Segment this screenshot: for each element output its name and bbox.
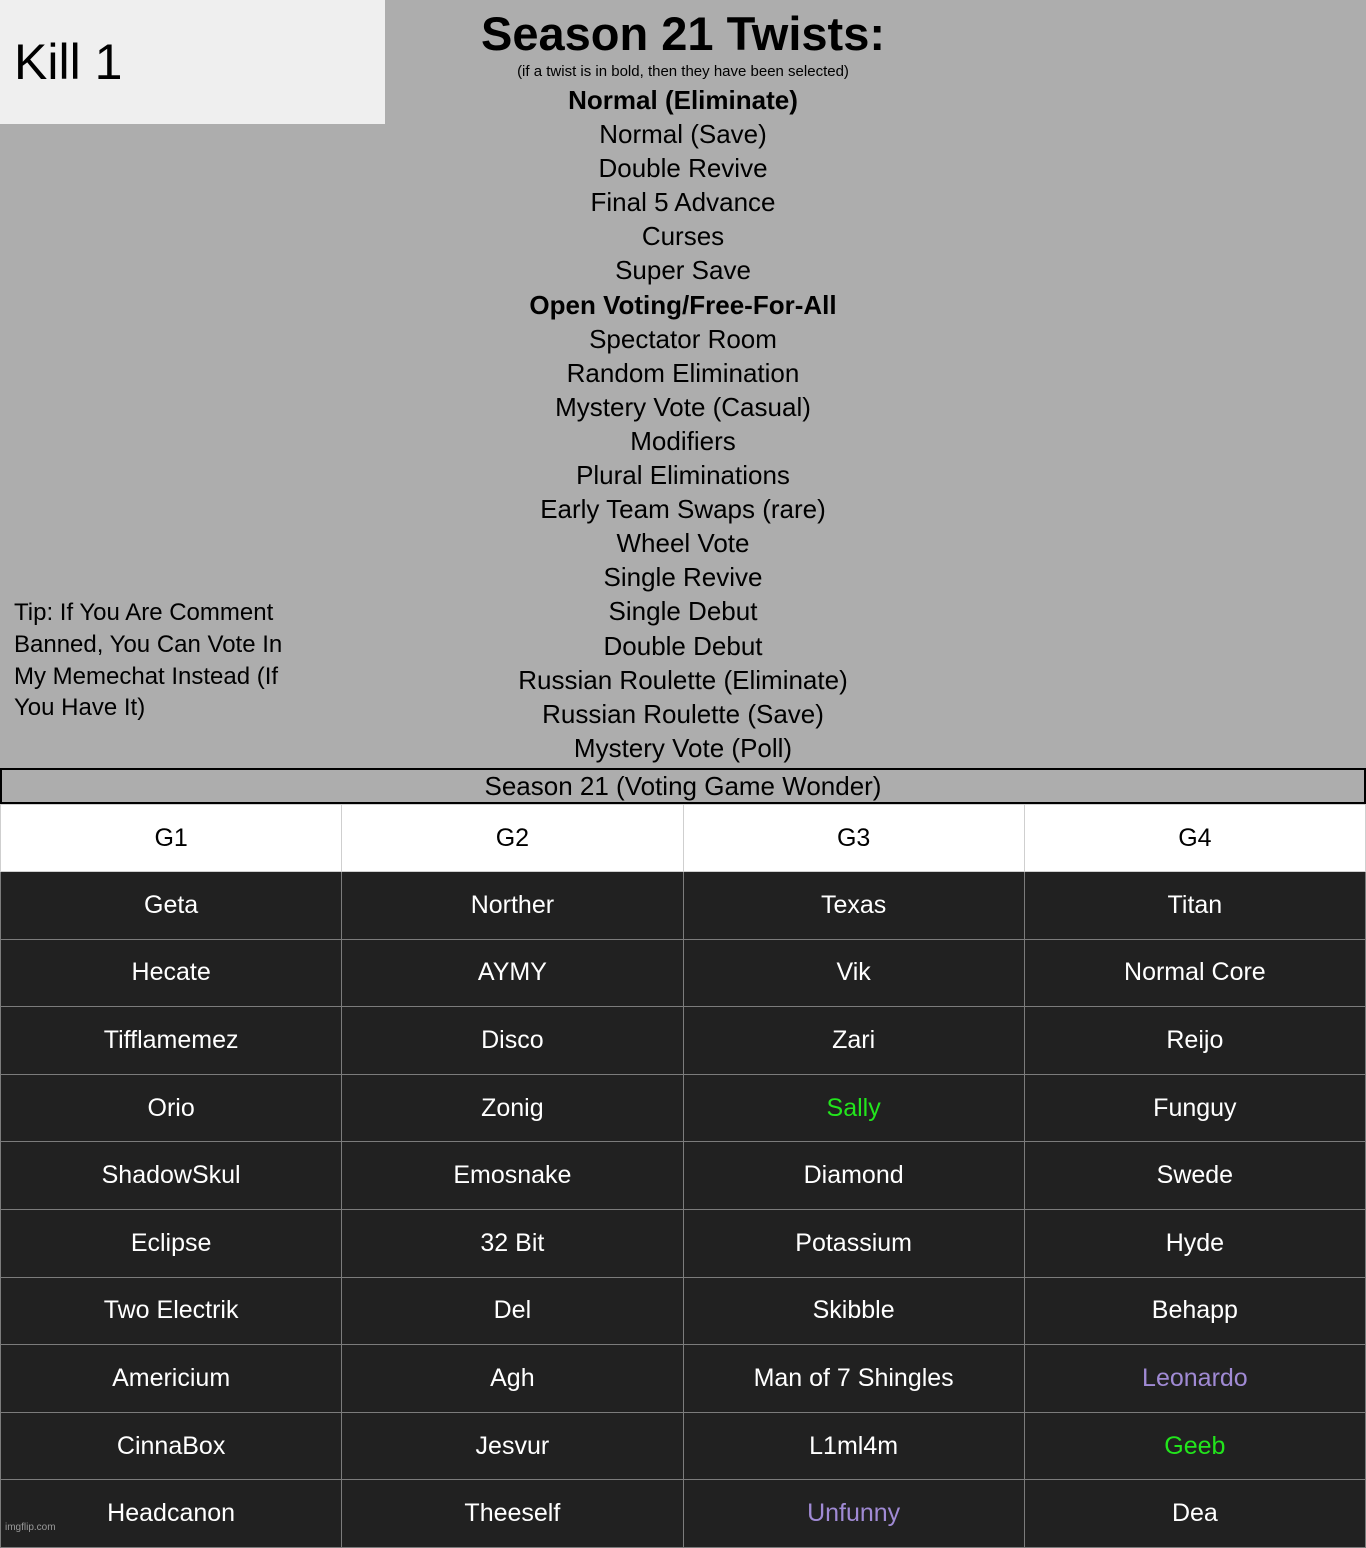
group-header: G1 <box>1 805 342 872</box>
contestant-cell: AYMY <box>342 939 683 1007</box>
groups-table <box>0 804 1366 1548</box>
contestant-cell: Norther <box>342 872 683 940</box>
twist-item: Single Debut <box>608 596 758 627</box>
contestant-cell: Geta <box>1 872 342 940</box>
contestant-cell: Orio <box>1 1074 342 1142</box>
contestant-cell: Hyde <box>1024 1209 1365 1277</box>
group-header: G4 <box>1024 805 1365 872</box>
contestant-cell: Funguy <box>1024 1074 1365 1142</box>
watermark: imgflip.com <box>5 1522 56 1533</box>
contestant-cell: Titan <box>1024 872 1365 940</box>
contestant-cell: Disco <box>342 1007 683 1075</box>
table-row <box>1 1074 1366 1142</box>
twist-item: Single Revive <box>603 562 763 593</box>
contestant-cell: Agh <box>342 1345 683 1413</box>
twist-item: Double Debut <box>603 630 763 661</box>
twists-title: Season 21 Twists: <box>481 7 885 60</box>
contestant-cell: Zari <box>683 1007 1024 1075</box>
contestant-cell: Skibble <box>683 1277 1024 1345</box>
contestant-cell: CinnaBox <box>1 1412 342 1480</box>
twist-item: Super Save <box>615 255 751 286</box>
twist-item: Spectator Room <box>589 323 777 354</box>
table-row <box>1 1412 1366 1480</box>
twist-item: Random Elimination <box>566 357 800 388</box>
contestant-cell: Tifflamemez <box>1 1007 342 1075</box>
contestant-cell: Eclipse <box>1 1209 342 1277</box>
tip-text: Tip: If You Are Comment Banned, You Can Vote In My Memechat Instead (If You Have It) <box>14 599 283 722</box>
twist-item: Plural Eliminations <box>576 460 790 491</box>
twist-item: Russian Roulette (Save) <box>542 698 824 729</box>
contestant-cell: Del <box>342 1277 683 1345</box>
twist-item: Early Team Swaps (rare) <box>540 494 826 525</box>
group-header: G3 <box>683 805 1024 872</box>
contestant-cell: Headcanon <box>1 1480 342 1548</box>
contestant-cell: Vik <box>683 939 1024 1007</box>
table-body <box>1 872 1366 1548</box>
contestant-cell: ShadowSkul <box>1 1142 342 1210</box>
twist-item: Final 5 Advance <box>590 187 776 218</box>
table-row <box>1 1007 1366 1075</box>
table-row <box>1 872 1366 940</box>
twist-item: Mystery Vote (Poll) <box>573 732 793 763</box>
contestant-cell: Behapp <box>1024 1277 1365 1345</box>
season-banner: Season 21 (Voting Game Wonder) <box>0 768 1366 804</box>
contestant-cell: Theeself <box>342 1480 683 1548</box>
contestant-cell: Jesvur <box>342 1412 683 1480</box>
contestant-cell: Dea <box>1024 1480 1365 1548</box>
contestant-cell: Diamond <box>683 1142 1024 1210</box>
twist-item: Wheel Vote <box>616 528 750 559</box>
contestant-cell: L1ml4m <box>683 1412 1024 1480</box>
contestant-cell: Two Electrik <box>1 1277 342 1345</box>
twist-item: Normal (Save) <box>599 119 767 150</box>
table-row <box>1 1480 1366 1548</box>
kill-counter <box>0 0 385 124</box>
contestant-cell: Leonardo <box>1024 1345 1365 1413</box>
table-row <box>1 1345 1366 1413</box>
group-header: G2 <box>342 805 683 872</box>
twist-item: Normal (Eliminate) <box>568 85 798 115</box>
contestant-cell: Americium <box>1 1345 342 1413</box>
contestant-cell: Potassium <box>683 1209 1024 1277</box>
twist-item: Modifiers <box>630 425 736 456</box>
twist-item: Russian Roulette (Eliminate) <box>518 664 848 695</box>
table-row <box>1 1277 1366 1345</box>
contestant-cell: Texas <box>683 872 1024 940</box>
twist-item: Mystery Vote (Casual) <box>555 391 811 422</box>
contestant-cell: 32 Bit <box>342 1209 683 1277</box>
contestant-cell: Swede <box>1024 1142 1365 1210</box>
twist-item: Open Voting/Free-For-All <box>529 289 837 320</box>
contestant-cell: Zonig <box>342 1074 683 1142</box>
contestant-cell: Normal Core <box>1024 939 1365 1007</box>
contestant-cell: Sally <box>683 1074 1024 1142</box>
contestant-cell: Hecate <box>1 939 342 1007</box>
table-header-row <box>1 805 1366 872</box>
table-row <box>1 1142 1366 1210</box>
twist-item: Double Revive <box>598 153 768 184</box>
contestant-cell: Geeb <box>1024 1412 1365 1480</box>
contestant-cell: Emosnake <box>342 1142 683 1210</box>
kill-counter-label: Kill 1 <box>14 34 123 90</box>
contestant-cell: Unfunny <box>683 1480 1024 1548</box>
table-row <box>1 939 1366 1007</box>
table-row <box>1 1209 1366 1277</box>
contestant-cell: Reijo <box>1024 1007 1365 1075</box>
twists-subtitle: (if a twist is in bold, then they have been selected) <box>517 63 849 80</box>
twist-item: Curses <box>641 221 725 252</box>
contestant-cell: Man of 7 Shingles <box>683 1345 1024 1413</box>
